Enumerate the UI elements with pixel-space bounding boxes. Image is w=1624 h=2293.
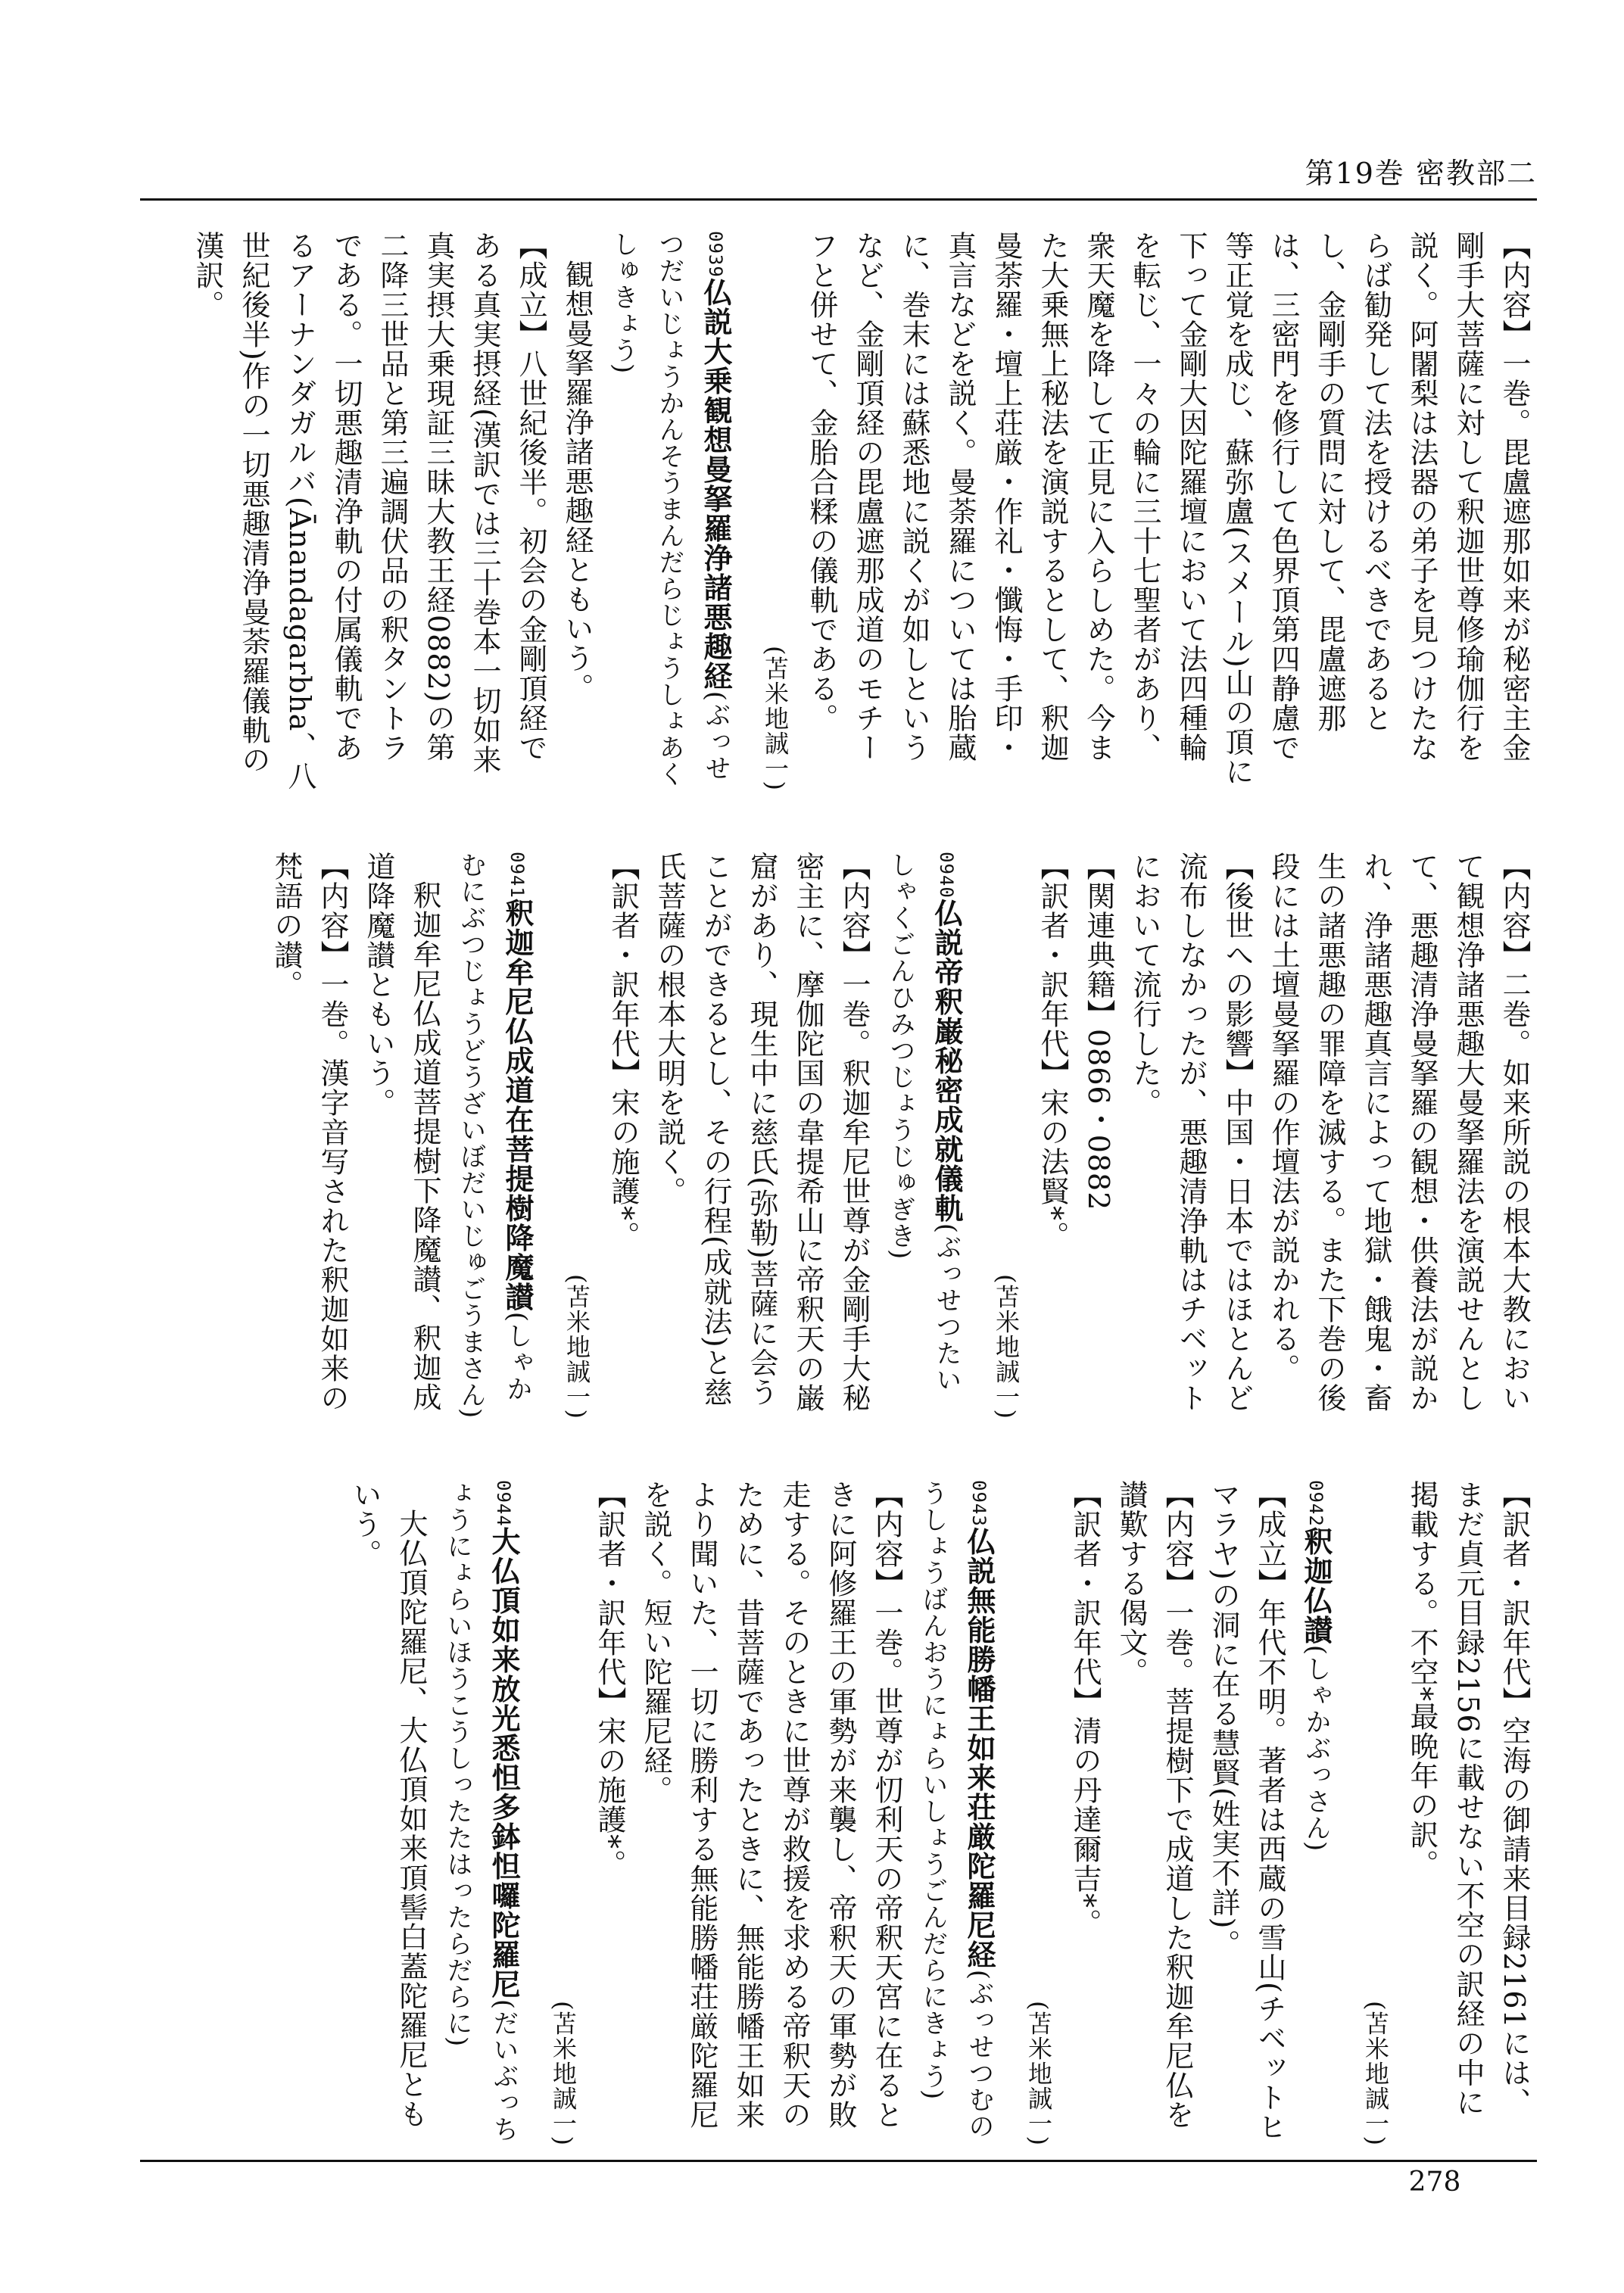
author-signature: (苫米地誠一) — [549, 2001, 578, 2146]
entry-continuation — [983, 852, 1537, 1419]
field-text: 中国・日本ではほとんど流布しなかったが、悪趣清浄軌はチベットにおいて流行した。 — [1128, 852, 1254, 1413]
author-signature: (苫米地誠一) — [563, 1274, 591, 1419]
entry-paragraph — [1061, 1480, 1108, 2146]
field-text: 一巻。釈迦牟尼世尊が金剛手大秘密主に、摩伽陀国の韋提希山に帝釈天の巌窟があり、現生中に慈氏(弥勒)菩薩に会うことができるとし、その行程(成就法)と慈氏菩薩の根本大明を説く。 — [653, 852, 871, 1413]
field-text: 0866・0882 — [1082, 1029, 1115, 1211]
entry-heading — [877, 852, 969, 1419]
entry-reading: (ぶっせつむのうしょうばんおうにょらいしょうごんだらにきょう) — [918, 1480, 994, 2140]
field-text: 一巻。毘盧遮那如来が秘密主金剛手大菩薩に対して釈迦世尊修瑜伽行を説く。阿闍梨は法器の弟子を見つけたならば勧発して法を授けるべきであるとし、金剛手の質問に対して、毘盧遮那は、三密門を修行して色界頂第四静慮で等正覚を成じ、蘇弥盧(スメール)山の頂に下って金剛大因陀羅壇において法四種輪を転じ、一々の輪に三十七聖者があり、衆天魔を降して正見に入らしめた。今また大乗無上秘法を演説するとして、釈迦曼荼羅・壇上荘厳・作礼・懺悔・手印・真言などを説く。曼荼羅については胎蔵に、巻末には蘇悉地に説くが如しというなど、金剛頂経の毘盧遮那成道のモチーフと併せて、金胎合糅の儀軌である。 — [805, 231, 1531, 787]
author-signature: (苫米地誠一) — [1361, 2001, 1390, 2146]
field-label: 【成立】 — [1253, 1480, 1286, 1598]
entry-number: 0943 — [968, 1480, 990, 1527]
entry-paragraph — [1200, 1480, 1292, 2146]
entry-number: 0942 — [1305, 1480, 1326, 1527]
field-label: 【関連典籍】 — [1082, 852, 1115, 1029]
entry-heading — [909, 1480, 1002, 2146]
field-text: 大仏頂陀羅尼、大仏頂如来頂髻白蓋陀羅尼ともいう。 — [348, 1480, 428, 2129]
entry-title: 大仏頂如来放光悉怛多鉢怛囉陀羅尼 — [487, 1526, 520, 1999]
entry-paragraph — [1029, 852, 1075, 1419]
entry-0940 — [553, 852, 969, 1419]
text-tier-1 — [144, 231, 1537, 791]
entry-heading — [600, 231, 738, 791]
entry-title: 仏説大乗観想曼拏羅浄諸悪趣経 — [699, 277, 732, 691]
page-number: 278 — [1408, 2167, 1461, 2198]
entry-title: 釈迦仏讃 — [1299, 1526, 1333, 1645]
entry-reading: (しゃかむにぶつじょうどうざいぼだいじゅごうまさん) — [456, 852, 532, 1419]
entry-paragraph — [1398, 1480, 1537, 2146]
field-label: 【訳者・訳年代】 — [1036, 852, 1069, 1088]
field-label: 【訳者・訳年代】 — [606, 852, 640, 1088]
field-text: 一巻。菩提樹下で成道した釈迦牟尼仏を讃歎する偈文。 — [1114, 1480, 1194, 2129]
field-text: 清の丹達爾吉*。 — [1068, 1716, 1102, 1938]
entry-paragraph — [1260, 852, 1537, 1419]
field-text: 釈迦牟尼仏成道菩提樹下降魔讃、釈迦成道降魔讃ともいう。 — [362, 852, 441, 1412]
author-signature: (苫米地誠一) — [761, 646, 790, 791]
entry-heading — [434, 1480, 526, 2146]
entry-number: 0939 — [705, 231, 726, 278]
field-label: 【内容】 — [1498, 852, 1531, 970]
entry-paragraph — [355, 852, 447, 1419]
entry-paragraph — [600, 852, 646, 1419]
entry-paragraph — [553, 231, 600, 791]
entry-paragraph — [341, 1480, 434, 2146]
field-label: 【訳者・訳年代】 — [1498, 1480, 1531, 1716]
entry-0942 — [1015, 1480, 1339, 2146]
entry-reading: (ぶっせつたいしゃくごんひみつじょうじゅぎき) — [885, 852, 962, 1394]
running-head: 第19巻 密教部二 — [1304, 157, 1537, 190]
entry-paragraph — [184, 231, 553, 791]
entry-paragraph — [646, 852, 877, 1419]
field-label: 【内容】 — [1161, 1480, 1194, 1598]
field-label: 【内容】 — [316, 852, 349, 970]
entry-number: 0944 — [493, 1480, 514, 1527]
text-tier-3 — [144, 1480, 1537, 2146]
field-text: 一巻。漢字音写された釈迦如来の梵語の讃。 — [270, 852, 349, 1413]
field-text: 八世紀後半。初会の金剛頂経である真実摂経(漢訳では三十巻本一切如来真実摂大乗現証三昧大教王経0882)の第二降三世品と第三遍調伏品の釈タントラである。一切悪趣清浄軌の付属儀軌であるアーナンダガルバ(Ānandagarbha、八世紀後半)作の一切悪趣清浄曼荼羅儀軌の漢訳。 — [191, 231, 547, 791]
entry-title: 仏説帝釈巌秘密成就儀軌 — [930, 898, 963, 1223]
entry-0943 — [540, 1480, 1002, 2146]
entry-paragraph — [1075, 852, 1121, 1419]
entry-reading: (しゃかぶっさん) — [1301, 1644, 1331, 1852]
entry-0944 — [341, 1480, 526, 2146]
field-label: 【内容】 — [837, 852, 871, 970]
header-rule — [140, 198, 1537, 201]
field-label: 【成立】 — [514, 231, 547, 349]
entry-continuation — [1352, 1480, 1537, 2146]
field-label: 【訳者・訳年代】 — [1068, 1480, 1102, 1716]
field-text: 宋の施護*。 — [606, 1088, 640, 1251]
field-text: 観想曼拏羅浄諸悪趣経ともいう。 — [560, 260, 594, 703]
entry-paragraph — [586, 1480, 632, 2146]
entry-title: 釈迦牟尼仏成道在菩提樹降魔讃 — [500, 898, 534, 1312]
field-label: 【内容】 — [870, 1480, 903, 1598]
entry-heading — [447, 852, 540, 1419]
entry-title: 仏説無能勝幡王如来荘厳陀羅尼経 — [962, 1526, 996, 1970]
entry-number: 0941 — [507, 852, 528, 899]
text-tier-2 — [144, 852, 1537, 1419]
entry-paragraph — [1108, 1480, 1200, 2146]
entry-reading: (ぶっせつだいじょうかんそうまんだらじょうしょあくしゅきょう) — [608, 231, 731, 787]
field-text: 宋の法賢*。 — [1036, 1088, 1069, 1251]
entry-reading: (だいぶっちょうにょらいほうこうしったたはったらだらに) — [442, 1480, 519, 2143]
footer-rule — [140, 2160, 1537, 2162]
field-label: 【内容】 — [1498, 231, 1531, 349]
entry-0941 — [263, 852, 540, 1419]
entry-paragraph — [798, 231, 1537, 791]
field-text: 一巻。世尊が忉利天の帝釈天宮に在るときに阿修羅王の軍勢が来襲し、帝釈天の軍勢が敗走する。そのときに世尊が救援を求める帝釈天のために、昔菩薩であったときに、無能勝幡王如来より聞いた、一切に勝利する無能勝幡荘厳陀羅尼を説く。短い陀羅尼経。 — [639, 1480, 903, 2129]
entry-paragraph — [1121, 852, 1260, 1419]
field-text: 宋の施護*。 — [593, 1716, 626, 1879]
field-label: 【訳者・訳年代】 — [593, 1480, 626, 1716]
entry-heading — [1292, 1480, 1339, 2146]
entry-0939 — [184, 231, 738, 791]
field-label: 【後世への影響】 — [1220, 852, 1254, 1088]
entry-paragraph — [632, 1480, 909, 2146]
entry-paragraph — [263, 852, 355, 1419]
author-signature: (苫米地誠一) — [992, 1274, 1021, 1419]
field-text: 二巻。如来所説の根本大教において観想浄諸悪趣大曼拏羅法を演説せんとして、悪趣清浄曼拏羅の観想・供養法が説かれ、浄諸悪趣真言によって地獄・餓鬼・畜生の諸悪趣の罪障を滅する。また下巻の後段には土壇曼拏羅の作壇法が説かれる。 — [1267, 852, 1531, 1413]
field-text: 空海の御請来目録2161には、まだ貞元目録2156に載せない不空の訳経の中に掲載する。不空*最晩年の訳。 — [1405, 1480, 1531, 2117]
entry-number: 0940 — [936, 852, 957, 899]
field-text: 年代不明。著者は西蔵の雪山(チベットヒマラヤ)の洞に在る慧賢(姓実不詳)。 — [1207, 1480, 1286, 2142]
author-signature: (苫米地誠一) — [1024, 2001, 1053, 2146]
entry-continuation — [752, 231, 1537, 791]
